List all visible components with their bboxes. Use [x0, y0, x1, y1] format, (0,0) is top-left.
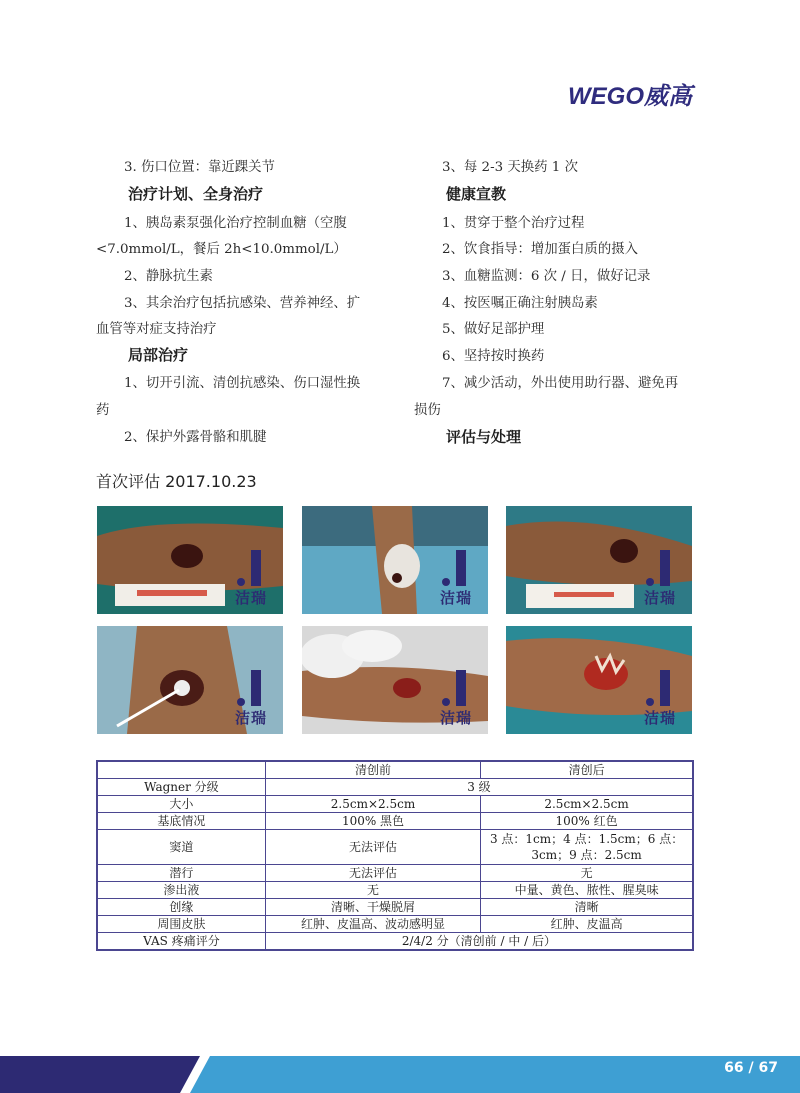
heading-local-treatment: 局部治疗 — [128, 346, 189, 364]
treatment-item-2: 2、静脉抗生素 — [124, 269, 213, 284]
row-before: 无 — [265, 882, 480, 899]
local-item-2: 2、保护外露骨骼和肌腱 — [124, 430, 267, 445]
education-item-1: 1、贯穿于整个治疗过程 — [442, 216, 585, 231]
photo-wound-4 — [97, 626, 283, 734]
photo-wound-1 — [97, 506, 283, 614]
table-row — [97, 882, 693, 899]
dressing-change-line: 3、每 2-3 天换药 1 次 — [442, 160, 578, 175]
education-item-7-cont: 损伤 — [414, 403, 441, 418]
row-after: 2.5cm×2.5cm — [481, 796, 693, 813]
row-merged-value: 3 级 — [265, 779, 693, 796]
watermark-label: 洁瑞 — [643, 589, 676, 607]
wound-location-line: 3. 伤口位置：靠近踝关节 — [124, 160, 275, 175]
heading-health-education: 健康宣教 — [446, 185, 507, 203]
treatment-item-3: 3、其余治疗包括抗感染、营养神经、扩 — [124, 296, 361, 311]
watermark-label: 洁瑞 — [234, 709, 267, 727]
row-after: 100% 红色 — [481, 813, 693, 830]
row-after: 红肿、皮温高 — [481, 916, 693, 933]
local-item-1-cont: 药 — [96, 403, 110, 418]
photo-wound-5 — [302, 626, 488, 734]
page-number: 66 / 67 — [724, 1060, 778, 1076]
watermark-label: 洁瑞 — [234, 589, 267, 607]
education-item-6: 6、坚持按时换药 — [442, 349, 545, 364]
row-before: 无法评估 — [265, 865, 480, 882]
education-item-2: 2、饮食指导：增加蛋白质的摄入 — [442, 242, 638, 257]
local-item-1: 1、切开引流、清创抗感染、伤口湿性换 — [124, 376, 361, 391]
table-row — [97, 933, 693, 951]
watermark-label: 洁瑞 — [643, 709, 676, 727]
table-row — [97, 899, 693, 916]
table-header-cell — [97, 761, 265, 779]
row-label: 窦道 — [97, 830, 265, 865]
row-before: 2.5cm×2.5cm — [265, 796, 480, 813]
row-before: 红肿、皮温高、波动感明显 — [265, 916, 480, 933]
row-label: 创缘 — [97, 899, 265, 916]
education-item-7: 7、减少活动，外出使用助行器、避免再 — [442, 376, 679, 391]
treatment-item-1: 1、胰岛素泵强化治疗控制血糖（空腹 — [124, 216, 347, 231]
heading-treatment-plan: 治疗计划、全身治疗 — [128, 185, 264, 203]
row-label: 基底情况 — [97, 813, 265, 830]
photo-wound-6 — [506, 626, 692, 734]
row-after: 清晰 — [481, 899, 693, 916]
table-header-cell: 清创后 — [481, 761, 693, 779]
row-merged-value: 2/4/2 分（清创前 / 中 / 后） — [265, 933, 693, 951]
table-header-row — [97, 761, 693, 779]
treatment-item-1-cont: <7.0mmol/L，餐后 2h<10.0mmol/L） — [96, 242, 347, 257]
first-assessment-title: 首次评估 2017.10.23 — [96, 472, 257, 491]
table-row — [97, 813, 693, 830]
row-label: 潜行 — [97, 865, 265, 882]
photo-wound-3 — [506, 506, 692, 614]
row-after: 3 点：1cm；4 点：1.5cm；6 点：3cm；9 点：2.5cm — [481, 830, 693, 865]
watermark-label: 洁瑞 — [439, 589, 472, 607]
education-item-3: 3、血糖监测：6 次 / 日，做好记录 — [442, 269, 651, 284]
table-row — [97, 796, 693, 813]
table-row — [97, 916, 693, 933]
row-after: 无 — [481, 865, 693, 882]
row-before: 100% 黑色 — [265, 813, 480, 830]
heading-assessment: 评估与处理 — [446, 428, 522, 446]
row-label: 大小 — [97, 796, 265, 813]
row-label: 渗出液 — [97, 882, 265, 899]
assessment-table — [96, 760, 694, 951]
table-row — [97, 865, 693, 882]
footer-band — [0, 1056, 800, 1093]
row-before: 清晰、干燥脱屑 — [265, 899, 480, 916]
table-header-cell: 清创前 — [265, 761, 480, 779]
row-after: 中量、黄色、脓性、腥臭味 — [481, 882, 693, 899]
brand-logo: WEGO威高 — [568, 83, 692, 110]
row-label: Wagner 分级 — [97, 779, 265, 796]
row-label: 周围皮肤 — [97, 916, 265, 933]
row-label: VAS 疼痛评分 — [97, 933, 265, 951]
table-row — [97, 779, 693, 796]
treatment-item-3-cont: 血管等对症支持治疗 — [96, 322, 217, 337]
education-item-4: 4、按医嘱正确注射胰岛素 — [442, 296, 598, 311]
education-item-5: 5、做好足部护理 — [442, 322, 545, 337]
row-before: 无法评估 — [265, 830, 480, 865]
watermark-label: 洁瑞 — [439, 709, 472, 727]
table-row — [97, 830, 693, 865]
photo-wound-2 — [302, 506, 488, 614]
